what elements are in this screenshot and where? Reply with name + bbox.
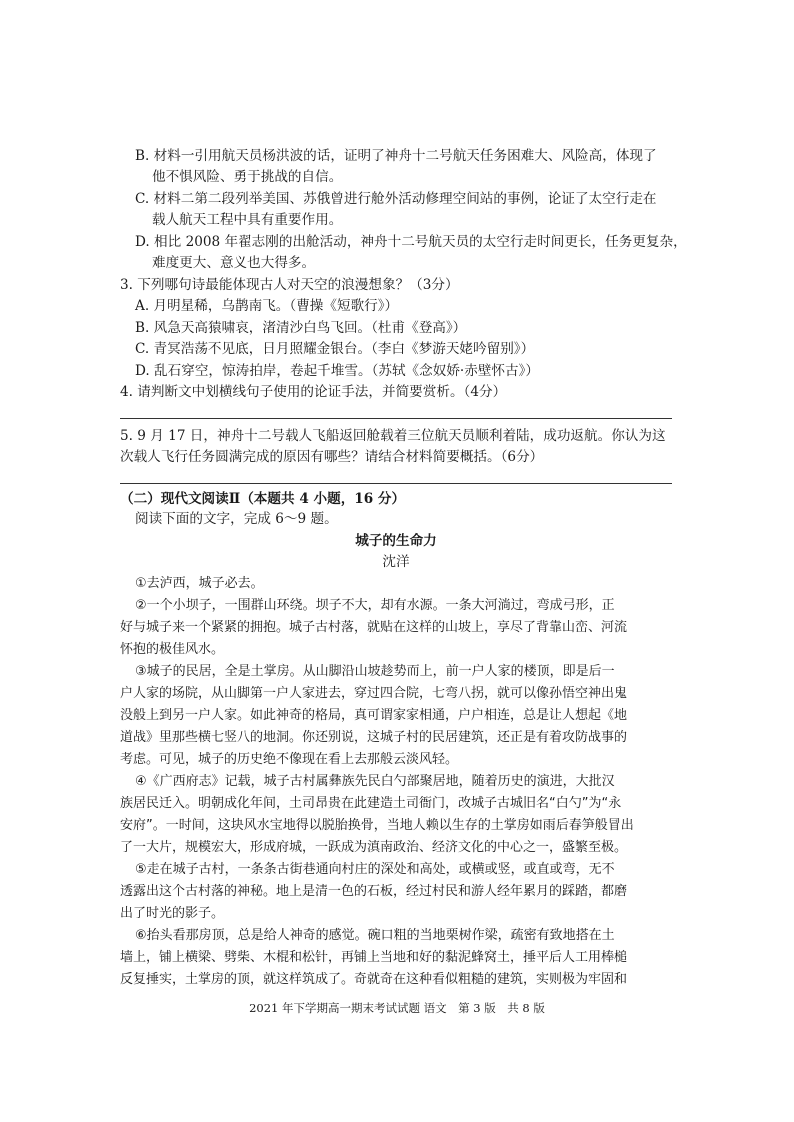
option-b-line2: 他不惧风险、勇于挑战的自信。: [152, 169, 343, 185]
question-4: 4. 请判断文中划横线句子使用的论证手法，并简要赏析。（4分）: [120, 384, 507, 400]
question-3: 3. 下列哪句诗最能体现古人对天空的浪漫想象？（3分）: [120, 277, 459, 293]
q3-option-a: A. 月明星稀，乌鹊南飞。（曹操《短歌行》）: [135, 298, 399, 314]
paragraph-4-line3: 安府”。一时间，这块风水宝地得以脱胎换骨，当地人赖以生存的土掌房如雨后春笋般冒出: [120, 818, 634, 833]
answer-line-q4: [120, 418, 672, 419]
page-footer: 2021 年下学期高一期末考试试题 语文 第 3 版 共 8 版: [249, 1001, 545, 1015]
q3-option-b: B. 风急天高猿啸哀，渚清沙白鸟飞回。（杜甫《登高》）: [135, 320, 467, 336]
paragraph-3-line3: 没般上到另一户人家。如此神奇的格局，真可谓家家相通，户户相连，总是让人想起《地: [120, 708, 628, 723]
q3-option-c: C. 青冥浩荡不见底，日月照耀金银台。（李白《梦游天姥吟留别》）: [135, 341, 535, 357]
option-c-line1: C. 材料二第二段列举美国、苏俄曾进行舱外活动修理空间站的事例，论证了太空行走在: [135, 191, 657, 207]
paragraph-4-line2: 族居民迁入。明朝成化年间，土司昂贵在此建造土司衙门，改城子古城旧名“白勺”为“永: [120, 796, 622, 811]
paragraph-4-line4: 了一大片，规模宏大，形成府城，一跃成为滇南政治、经济文化的中心之一，盛繁至极。: [120, 840, 628, 855]
paragraph-5-line1: ⑤走在城子古村，一条条古街巷通向村庄的深处和高处，或横或竖，或直或弯，无不: [135, 862, 615, 877]
paragraph-2-line3: 怀抱的极佳风水。: [120, 642, 225, 657]
paragraph-3-line1: ③城子的民居，全是土掌房。从山脚沿山坡趁势而上，前一户人家的楼顶，即是后一: [135, 664, 615, 679]
section-heading: （二）现代文阅读Ⅱ（本题共 4 小题，16 分）: [120, 491, 406, 507]
question-5-line1: 5. 9 月 17 日，神舟十二号载人飞船返回舱载着三位航天员顺利着陆，成功返航。你认为这: [120, 428, 666, 444]
paragraph-3-line5: 考虑。可见，城子的历史绝不像现在看上去那般云淡风轻。: [120, 752, 459, 767]
paragraph-5-line2: 透露出这个古村落的神秘。地上是清一色的石板，经过村民和游人经年累月的踩踏，都磨: [120, 884, 628, 899]
section-instruction: 阅读下面的文字，完成 6～9 题。: [135, 511, 338, 527]
paragraph-3-line4: 道战》里那些横七竖八的地洞。你还别说，这城子村的民居建筑，还正是有着攻防战事的: [120, 730, 628, 745]
paragraph-6-line2: 墙上，铺上横梁、劈柴、木棍和松针，再铺上当地和好的黏泥蜂窝土，捶平后人工用棒槌: [120, 950, 628, 965]
article-title: 城子的生命力: [355, 533, 437, 549]
paragraph-2-line2: 好与城子来一个紧紧的拥抱。城子古村落，就贴在这样的山坡上，享尽了背靠山峦、河流: [120, 620, 628, 635]
article-author: 沈洋: [382, 554, 410, 570]
paragraph-5-line3: 出了时光的影子。: [120, 906, 225, 921]
option-d-line2: 难度更大、意义也大得多。: [152, 255, 316, 271]
paragraph-1: ①去泸西，城子必去。: [135, 576, 264, 591]
option-b-line1: B. 材料一引用航天员杨洪波的话，证明了神舟十二号航天任务困难大、风险高，体现了: [135, 148, 657, 164]
option-d-line1: D. 相比 2008 年翟志刚的出舱活动，神舟十二号航天员的太空行走时间更长，任务更复杂，: [135, 234, 687, 250]
option-c-line2: 载人航天工程中具有重要作用。: [152, 212, 343, 228]
paragraph-3-line2: 户人家的场院，从山脚第一户人家进去，穿过四合院，七弯八拐，就可以像孙悟空神出鬼: [120, 686, 628, 701]
question-5-line2: 次载人飞行任务圆满完成的原因有哪些？请结合材料简要概括。（6分）: [120, 449, 544, 465]
q3-option-d: D. 乱石穿空，惊涛拍岸，卷起千堆雪。（苏轼《念奴娇·赤壁怀古》）: [135, 363, 539, 379]
paragraph-6-line1: ⑥抬头看那房顶，总是给人神奇的感觉。碗口粗的当地栗树作梁，疏密有致地搭在土: [135, 928, 615, 943]
answer-line-q5: [120, 483, 672, 484]
paragraph-4-line1: ④《广西府志》记载，城子古村属彝族先民白勺部聚居地，随着历史的演进，大批汉: [135, 774, 615, 789]
paragraph-6-line3: 反复捶实，土掌房的顶，就这样筑成了。奇就奇在这种看似粗糙的建筑，实则极为牢固和: [120, 972, 628, 987]
paragraph-2-line1: ②一个小坝子，一围群山环绕。坝子不大，却有水源。一条大河淌过，弯成弓形，正: [135, 598, 615, 613]
